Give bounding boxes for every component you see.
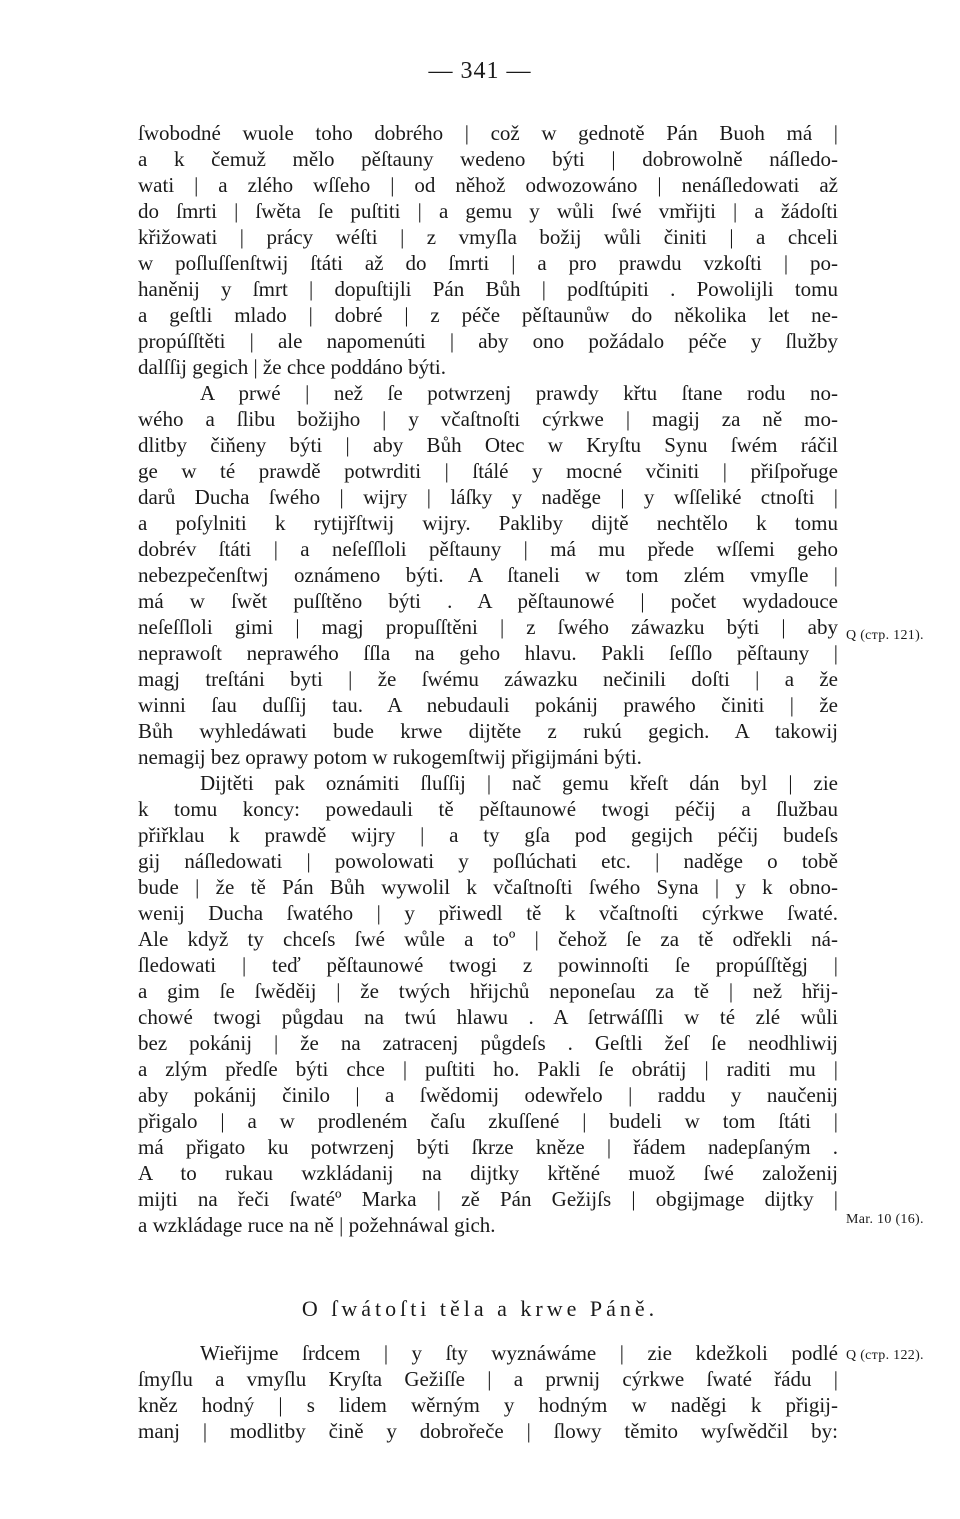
text-line: wati | a zlého wſſeho | od něhož odwozowáno | nenáſledowati až bbox=[138, 173, 838, 197]
text-line: aby pokánij činilo | a ſwědomij odewřelo | raddu y naučenij bbox=[138, 1083, 838, 1107]
text-line: ſwobodné wuole toho dobrého | což w gednotě Pán Buoh má | bbox=[138, 121, 838, 145]
text-line: křižowati | prácy wéſti | z vmyſla božij wůli činiti | a chceli bbox=[138, 225, 838, 249]
text-line: A to rukau wzkládanij na dijtky křtěné muož ſwé založenij bbox=[138, 1161, 838, 1185]
text-line: gij náſledowati | powolowati y poſlúchati etc. | naděge o tobě bbox=[138, 849, 838, 873]
text-line: a zlým předſe býti chce | puſtiti ho. Pakli ſe obrátij | raditi mu | bbox=[138, 1057, 838, 1081]
text-line: a k čemuž mělo pěſtauny wedeno býti | dobrowolně náſledo- bbox=[138, 147, 838, 171]
text-line: darů Ducha ſwého | wijry | láſky y naděge | y wſſeliké ctnoſti | bbox=[138, 485, 838, 509]
text-line: ſmyſlu a vmyſlu Kryſta Gežiſſe | a prwnij cýrkwe ſwaté řádu | bbox=[138, 1367, 838, 1391]
text-line: neprawoſt neprawého ſſla na geho hlavu. Pakli ſeſſlo pěſtauny | bbox=[138, 641, 838, 665]
main-text bbox=[138, 120, 838, 1238]
text-line: dlitby čiňeny býti | aby Bůh Otec w Kryſtu Synu ſwém ráčil bbox=[138, 433, 838, 457]
text-line: mijti na řeči ſwatéº Marka | zě Pán Gežijſs | obgijmage dijtky | bbox=[138, 1187, 838, 1211]
text-line: do ſmrti | ſwěta ſe puſtiti | a gemu y wůli ſwé vmřijti | a žádoſti bbox=[138, 199, 838, 223]
text-line: winni ſau duſſij tau. A nebudauli pokánij prawého činiti | že bbox=[138, 693, 838, 717]
text-line: bez pokánij | že na zatracenj půgdeſs . Geſtli žeſ ſe neodhliwij bbox=[138, 1031, 838, 1055]
text-line: přiřklau k prawdě wijry | a ty gſa pod gegijch péčij budeſs bbox=[138, 823, 838, 847]
text-line: a geſtli mlado | dobré | z péče pěſtaunůw do několika let ne- bbox=[138, 303, 838, 327]
text-line: kněz hodný | s lidem wěrným y hodným w naděgi k přigij- bbox=[138, 1393, 838, 1417]
page-number: — 341 — bbox=[428, 58, 532, 84]
text-line: ſledowati | teď pěſtaunowé twogi z powinnoſti ſe propúſſtěgj | bbox=[138, 953, 838, 977]
text-line: Bůh wyhledáwati bude krwe dijtěte z rukú gegich. A takowij bbox=[138, 719, 838, 743]
text-line: A prwé | než ſe potwrzenj prawdy křtu ſtane rodu no- bbox=[200, 381, 838, 405]
margin-note: Mar. 10 (16). bbox=[846, 1212, 924, 1227]
text-line: ge w té prawdě potwrditi | ſtálé y mocné včiniti | přiſpořuge bbox=[138, 459, 838, 483]
text-line: dobrév ſtáti | a neſeſſloli pěſtauny | má mu přede wſſemi geho bbox=[138, 537, 838, 561]
text-line: neſeſſloli gimi | magj propuſſtěni | z ſwého záwazku býti | aby bbox=[138, 615, 838, 639]
text-line: wého a ſlibu božijho | y včaſtnoſti cýrkwe | magij za ně mo- bbox=[138, 407, 838, 431]
text-line: Wieřijme ſrdcem | y ſty wyznáwáme | zie kdežkoli podlé bbox=[200, 1341, 838, 1365]
text-line: Dijtěti pak oznámiti ſluſſij | nač gemu křeſt dán byl | zie bbox=[200, 771, 838, 795]
text-line: magj treſtáni byti | že ſwému záwazku nečinili doſti | a že bbox=[138, 667, 838, 691]
text-line: a poſylniti k rytijřſtwij wijry. Pakliby dijtě nechtělo k tomu bbox=[138, 511, 838, 535]
text-line: manj | modlitby čině y dobrořeče | ſlowy těmito wyſwědčil by: bbox=[138, 1419, 838, 1443]
text-line: nebezpečenſtwj oznámeno býti. A ſtaneli w tom zlém vmyſle | bbox=[138, 563, 838, 587]
text-line: má w ſwět puſſtěno býti . A pěſtaunowé | počet wydadouce bbox=[138, 589, 838, 613]
text-line: w poſluſſenſtwij ſtáti až do ſmrti | a pro prawdu vzkoſti | po- bbox=[138, 251, 838, 275]
text-line: wenij Ducha ſwatého | y přiwedl tě k včaſtnoſti cýrkwe ſwaté. bbox=[138, 901, 838, 925]
margin-note: Q (стр. 121). bbox=[846, 628, 924, 643]
margin-note: Q (стр. 122). bbox=[846, 1348, 924, 1363]
text-line: bude | že tě Pán Bůh wywolil k včaſtnoſti ſwého Syna | y k obno- bbox=[138, 875, 838, 899]
text-line: dalſſij gegich | že chce poddáno býti. bbox=[138, 355, 447, 379]
text-line: chowé twogi půgdau na twú hlawu . A ſetrwáſſli w té zlé wůli bbox=[138, 1005, 838, 1029]
section-heading: O ſwátoſti těla a krwe Páně. bbox=[301, 1296, 659, 1321]
text-line: nemagij bez oprawy potom w rukogemſtwij přigijmáni býti. bbox=[138, 745, 642, 769]
text-line: a wzkládage ruce na ně | požehnáwal gich. bbox=[138, 1213, 496, 1237]
text-line: k tomu koncy: powedauli tě pěſtaunowé twogi péčij a ſlužbau bbox=[138, 797, 838, 821]
text-line: propúſſtěti | ale napomenúti | aby ono požádalo péče y ſlužby bbox=[138, 329, 838, 353]
text-line: Ale když ty chceſs ſwé wůle a toº | čehož ſe za tě odřekli ná- bbox=[138, 927, 838, 951]
text-line: haněnij y ſmrt | dopuſtijli Pán Bůh | podſtúpiti . Powolijli tomu bbox=[138, 277, 838, 301]
text-line: má přigato ku potwrzenj býti ſkrze kněze | řádem nadepſaným . bbox=[138, 1135, 838, 1159]
text-line: a gim ſe ſwěděij | že twých hřijchů neponeſau za tě | než hřij- bbox=[138, 979, 838, 1003]
text-line: přigalo | a w prodleném čaſu zkuſſené | budeli w tom ſtáti | bbox=[138, 1109, 838, 1133]
second-section-text bbox=[138, 1340, 838, 1444]
